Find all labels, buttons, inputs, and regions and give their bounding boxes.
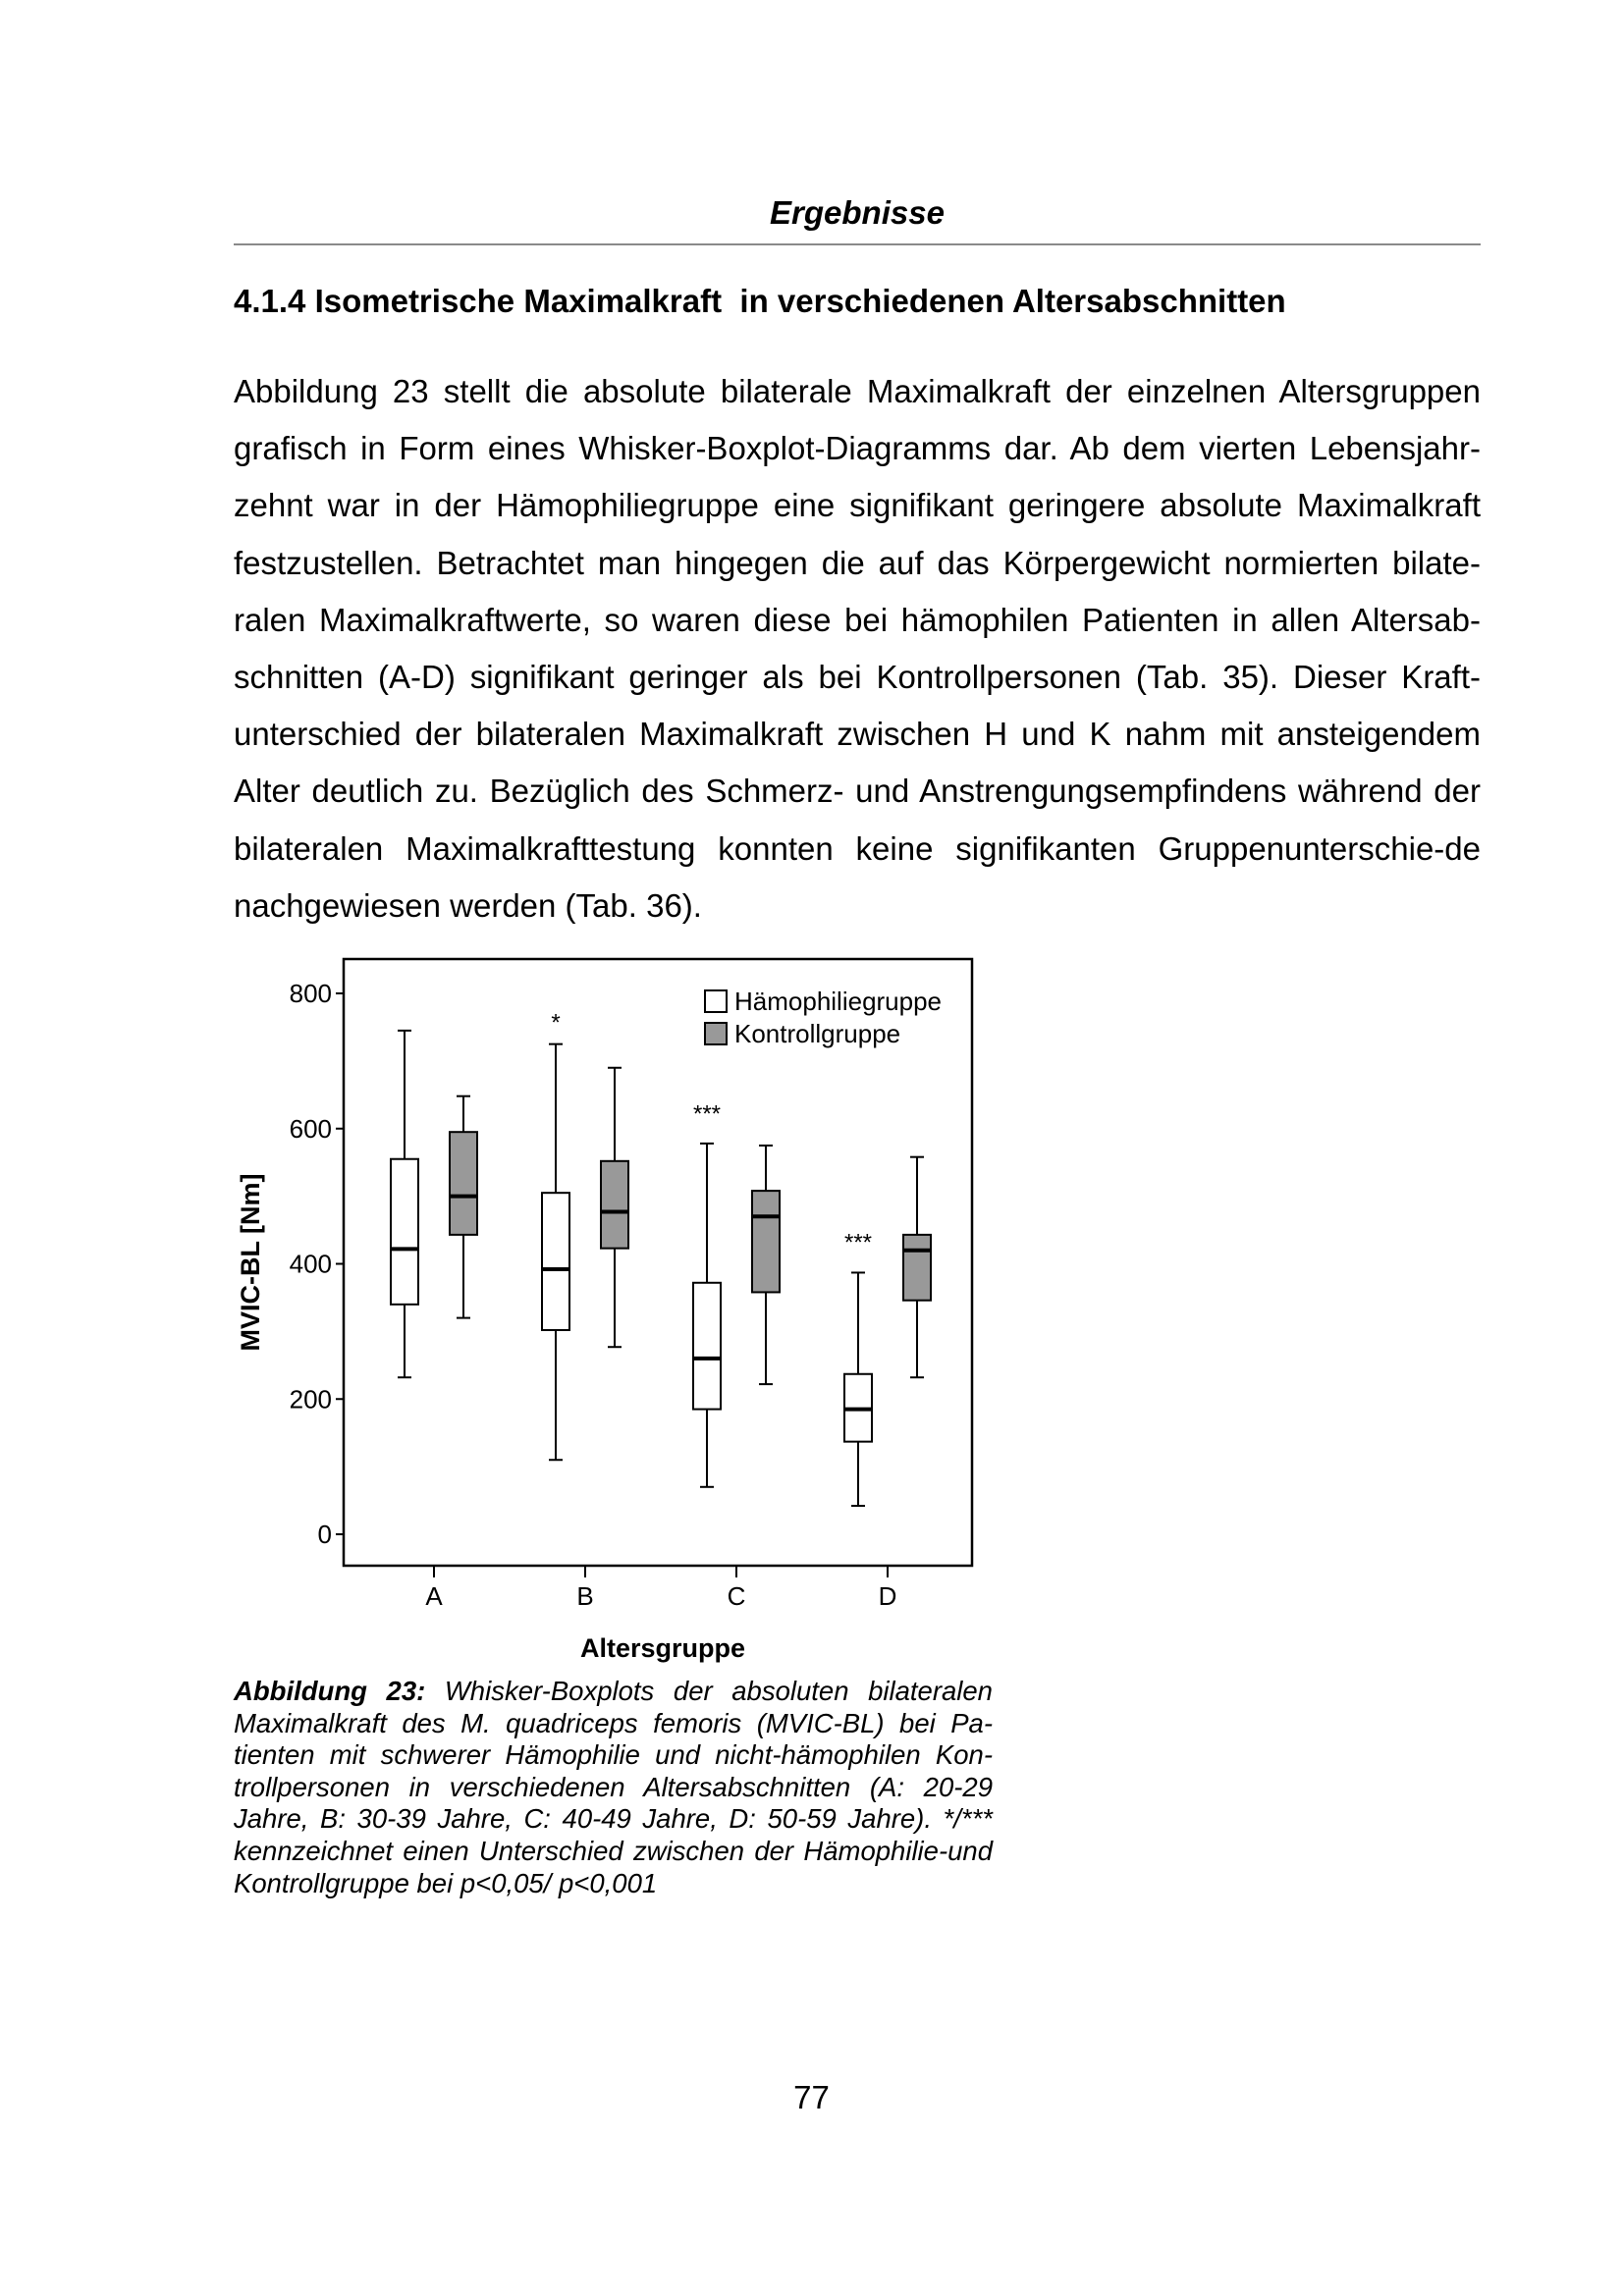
x-tick-label: C — [727, 1581, 746, 1611]
figure-caption — [234, 1676, 993, 1899]
y-axis-label: MVIC-BL [Nm] — [236, 1173, 265, 1352]
box-haemophilie — [693, 1283, 721, 1410]
significance-marker: *** — [843, 1229, 873, 1256]
x-tick-label: B — [576, 1581, 594, 1611]
section-heading: 4.1.4 Isometrische Maximalkraft in verschiedenen Altersabschnitten — [234, 283, 1286, 319]
box-haemophilie — [391, 1159, 418, 1305]
running-header-title: Ergebnisse — [770, 194, 945, 231]
box-kontroll — [752, 1191, 780, 1292]
significance-marker: * — [551, 1009, 561, 1037]
running-header — [234, 188, 1481, 245]
legend-label: Kontrollgruppe — [734, 1019, 901, 1048]
body-paragraph: Abbildung 23 stellt die absolute bilaterale Maximalkraft der einzelnen Altersgruppen grafisch in Form eines Whisker-Boxplot-Diagramms dar. Ab dem vierten Lebensjahr-zehnt war in der Hämophiliegruppe eine signifikant geringere absolute Maximalkraft festzustellen. Betrachtet man hingegen die auf das Körpergewicht normierten bilate-ralen Maximalkraftwerte, so waren diese bei hämophilen Patienten in allen Altersab-schnitten (A-D) signifikant geringer als bei Kontrollpersonen (Tab. 35). Dieser Kraft-unterschied der bilateralen Maximalkraft zwischen H und K nahm mit ansteigendem Alter deutlich zu. Bezüglich des Schmerz- und Anstrengungsempfindens während der bilateralen Maximalkrafttestung konnten keine signifikanten Gruppenunterschie-de nachgewiesen werden (Tab. 36). — [234, 373, 1481, 924]
x-tick-label: A — [425, 1581, 443, 1611]
figure-boxplot — [226, 947, 1011, 1674]
plot-frame — [344, 959, 972, 1566]
x-tick-label: D — [878, 1581, 897, 1611]
legend-label: Hämophiliegruppe — [734, 987, 943, 1016]
x-axis-label: Altersgruppe — [579, 1633, 746, 1663]
y-tick-label: 800 — [289, 979, 332, 1008]
box-kontroll — [601, 1161, 628, 1249]
box-haemophilie — [542, 1193, 569, 1330]
y-tick-label: 200 — [289, 1384, 332, 1415]
caption-text: Whisker-Boxplots der absoluten bilateralen Maximalkraft des M. quadriceps femoris (MVIC-BL) bei Pa-tienten mit schwerer Hämophilie und nicht-hämophilen Kon-trollpersonen in verschiedenen Altersabschnitten (A: 20-29 Jahre, B: 30-39 Jahre, C: 40-49 Jahre, D: 50-59 Jahre). */*** kennzeichnet einen Unterschied zwischen der Hämophilie-und Kontrollgruppe bei p<0,05/ p<0,001 — [234, 1676, 993, 1898]
boxplot-chart — [226, 947, 1011, 1674]
caption-label: Abbildung 23: — [234, 1676, 426, 1706]
legend-swatch — [705, 990, 727, 1012]
page-number: 77 — [793, 2079, 830, 2115]
y-tick-label: 0 — [317, 1520, 332, 1549]
box-kontroll — [450, 1132, 477, 1235]
box-kontroll — [903, 1235, 931, 1301]
legend-swatch — [705, 1023, 727, 1044]
significance-marker: *** — [692, 1100, 722, 1128]
y-tick-label: 400 — [289, 1249, 332, 1279]
y-tick-label: 600 — [289, 1113, 332, 1144]
